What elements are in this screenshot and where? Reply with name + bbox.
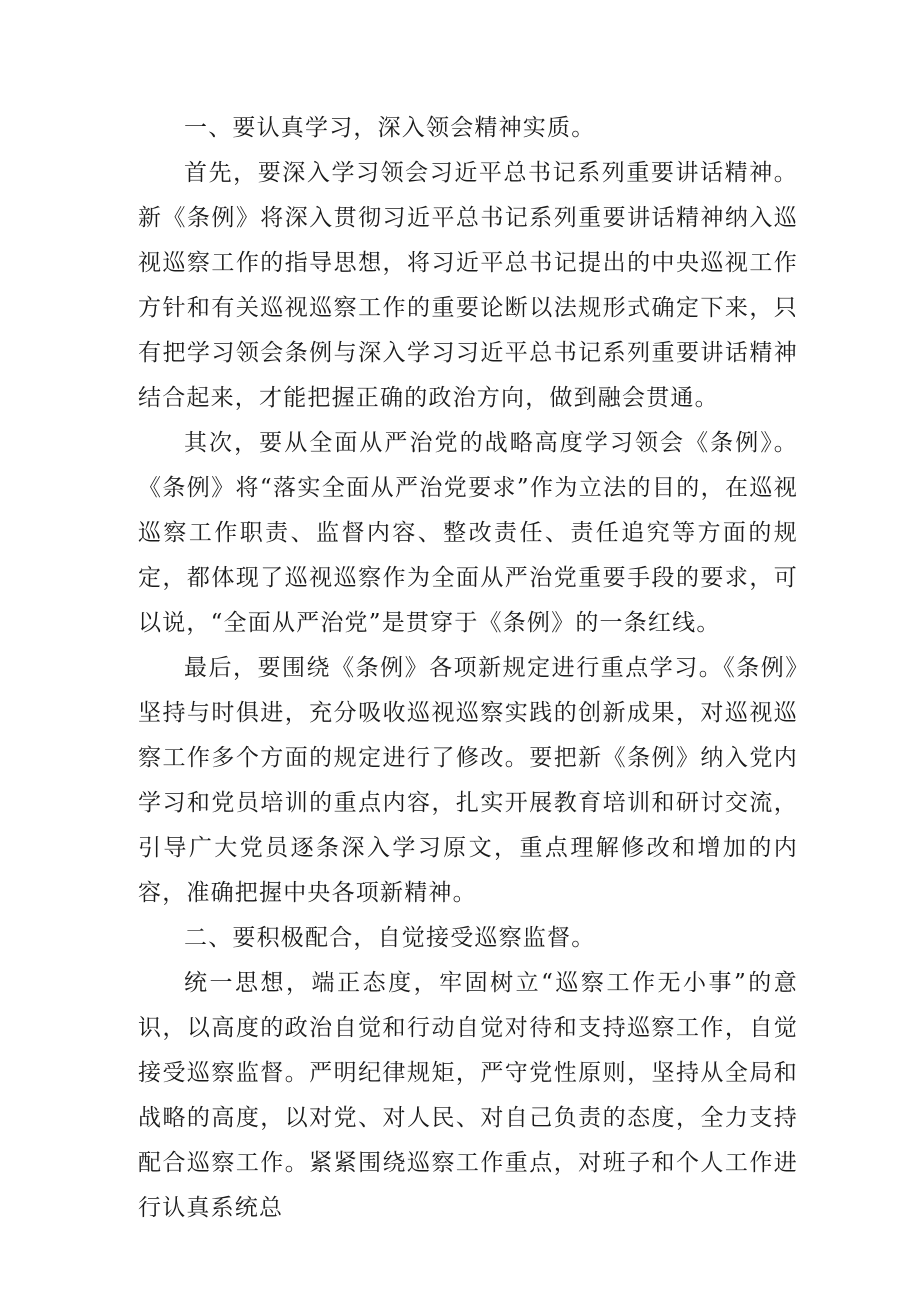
paragraph-last: 最后，要围绕《条例》各项新规定进行重点学习。《条例》坚持与时俱进，充分吸收巡视巡察实践的创新成果，对巡视巡察工作多个方面的规定进行了修改。要把新《条例》纳入党内学习和党员培训的重点内容，扎实开展教育培训和研讨交流，引导广大党员逐条深入学习原文，重点理解修改和增加的内容，准确把握中央各项新精神。 — [138, 655, 798, 906]
paragraph-unify: 统一思想，端正态度，牢固树立“巡察工作无小事”的意识，以高度的政治自觉和行动自觉对待和支持巡察工作，自觉接受巡察监督。严明纪律规矩，严守党性原则，坚持从全局和战略的高度，以对党、对人民、对自己负责的态度，全力支持配合巡察工作。紧紧围绕巡察工作重点，对班子和个人工作进行认真系统总 — [138, 970, 798, 1221]
paragraph-first: 首先，要深入学习领会习近平总书记系列重要讲话精神。新《条例》将深入贯彻习近平总书记系列重要讲话精神纳入巡视巡察工作的指导思想，将习近平总书记提出的中央巡视工作方针和有关巡视巡察工作的重要论断以法规形式确定下来，只有把学习领会条例与深入学习习近平总书记系列重要讲话精神结合起来，才能把握正确的政治方向，做到融会贯通。 — [138, 160, 798, 411]
paragraph-second: 其次，要从全面从严治党的战略高度学习领会《条例》。《条例》将“落实全面从严治党要求”作为立法的目的，在巡视巡察工作职责、监督内容、整改责任、责任追究等方面的规定，都体现了巡视巡察作为全面从严治党重要手段的要求，可以说，“全面从严治党”是贯穿于《条例》的一条红线。 — [138, 430, 798, 636]
document-body — [138, 106, 798, 1231]
section-heading-2: 二、要积极配合，自觉接受巡察监督。 — [184, 925, 596, 951]
section-heading-1: 一、要认真学习，深入领会精神实质。 — [184, 115, 596, 141]
